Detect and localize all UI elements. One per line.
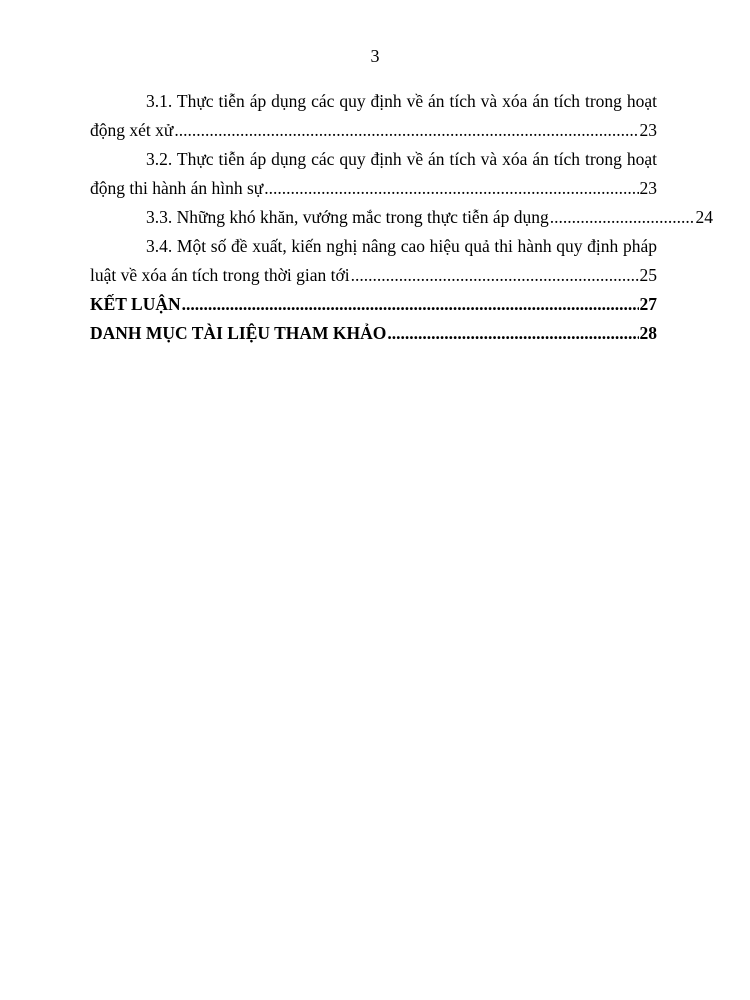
dot-leader (351, 261, 639, 290)
toc-entry-title-cont: động xét xử (90, 120, 174, 140)
toc-entry-3-2[interactable] (90, 145, 657, 203)
toc-entry-title: 3.2. Thực tiễn áp dụng các quy định về án tích và xóa án tích trong hoạt (146, 149, 657, 169)
toc-entry-3-3[interactable] (90, 203, 713, 232)
toc-page-number: 24 (695, 207, 713, 227)
dot-leader (550, 203, 695, 232)
toc-entry-title-cont: luật về xóa án tích trong thời gian tới (90, 265, 350, 285)
toc-entry-conclusion[interactable] (90, 290, 657, 319)
dot-leader (174, 116, 638, 145)
toc-entry-3-1[interactable] (90, 87, 657, 145)
dot-leader (264, 174, 638, 203)
toc-entry-title-cont: động thi hành án hình sự (90, 178, 264, 198)
toc-entry-title: 3.1. Thực tiễn áp dụng các quy định về án tích và xóa án tích trong hoạt (146, 91, 657, 111)
toc-entry-references[interactable] (90, 319, 657, 348)
table-of-contents (90, 87, 713, 348)
toc-page-number: 25 (639, 265, 657, 285)
toc-page-number: 23 (639, 120, 657, 140)
toc-page-number: 27 (639, 294, 657, 314)
toc-entry-3-4[interactable] (90, 232, 657, 290)
toc-entry-title: DANH MỤC TÀI LIỆU THAM KHẢO (90, 323, 387, 343)
toc-page-number: 28 (639, 323, 657, 343)
toc-entry-title: 3.4. Một số đề xuất, kiến nghị nâng cao hiệu quả thi hành quy định pháp (146, 236, 657, 256)
dot-leader (387, 319, 638, 348)
toc-page-number: 23 (639, 178, 657, 198)
dot-leader (182, 290, 639, 319)
toc-entry-title: KẾT LUẬN (90, 294, 181, 314)
toc-entry-title: 3.3. Những khó khăn, vướng mắc trong thực tiễn áp dụng (146, 207, 549, 227)
page-number: 3 (370, 46, 380, 66)
